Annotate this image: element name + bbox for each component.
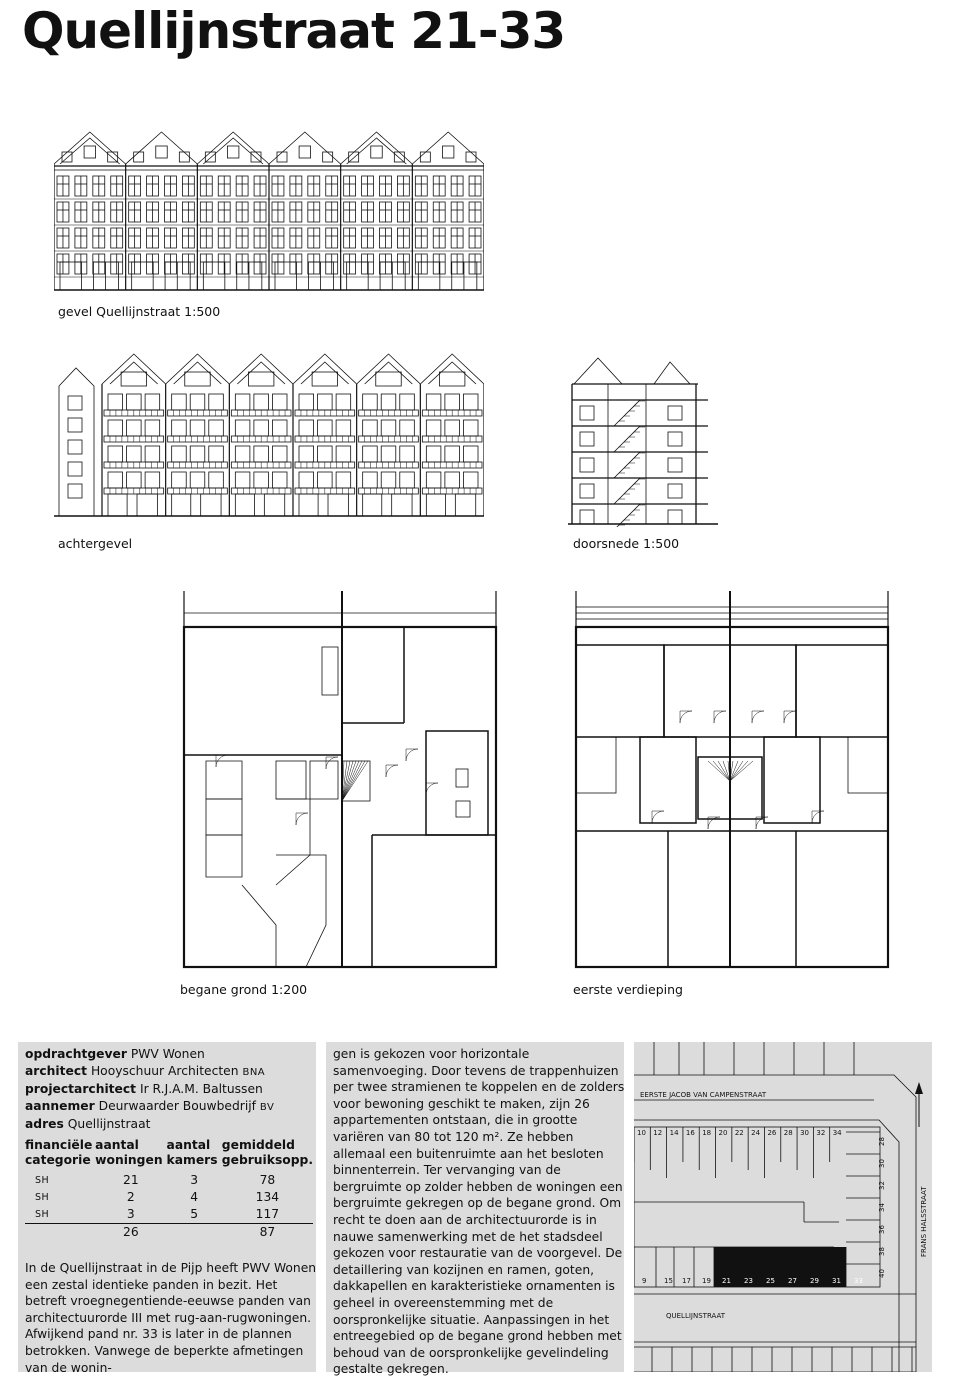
- map-house-number-right: 34: [878, 1203, 886, 1212]
- cell-woningen: 21: [123, 1173, 139, 1187]
- map-house-number-top: 26: [767, 1129, 777, 1137]
- text-panel: [326, 1042, 625, 1377]
- map-house-number-bottom: 9: [642, 1277, 647, 1285]
- map-house-number-right: 30: [878, 1159, 886, 1168]
- map-house-number-top: 30: [800, 1129, 809, 1137]
- cell-kamers: 4: [190, 1190, 199, 1204]
- map-house-number-bottom: 27: [788, 1277, 797, 1285]
- header-categorie: financiële categorie: [25, 1138, 93, 1167]
- value-architect: Hooyschuur Architecten: [90, 1063, 239, 1078]
- map-house-number-right: 32: [878, 1181, 886, 1190]
- cell-cat: SH: [35, 1192, 50, 1203]
- map-house-number-top: 32: [816, 1129, 826, 1137]
- value-adres: Quellijnstraat: [67, 1117, 151, 1132]
- table-total-row: [25, 1224, 313, 1242]
- label-opdrachtgever: opdrachtgever: [25, 1047, 127, 1061]
- map-house-number-top: 20: [718, 1129, 728, 1137]
- table-row: [25, 1206, 313, 1224]
- map-house-number-right: 40: [878, 1269, 886, 1278]
- ground-floor-plan: [176, 585, 502, 975]
- value-projectarchitect: Ir R.J.A.M. Baltussen: [139, 1082, 263, 1097]
- map-house-number-bottom: 15: [664, 1277, 673, 1285]
- cell-woningen: 3: [126, 1207, 135, 1221]
- map-house-number-top: 12: [653, 1129, 663, 1137]
- cell-cat: SH: [35, 1175, 50, 1186]
- map-house-number-bottom: 31: [832, 1277, 841, 1285]
- first-floor-plan: [568, 585, 894, 975]
- header-woningen: aantal woningen: [95, 1138, 163, 1167]
- map-house-number-top: 22: [734, 1129, 744, 1137]
- map-house-number-bottom: 33: [854, 1277, 863, 1285]
- cell-opp: 134: [255, 1190, 280, 1204]
- caption-achtergevel: achtergevel: [58, 536, 133, 551]
- rear-facade-drawing: [54, 350, 484, 520]
- label-adres: adres: [25, 1117, 64, 1132]
- architect-suffix: BNA: [242, 1066, 266, 1078]
- caption-begane-grond: begane grond 1:200: [180, 982, 308, 997]
- cell-opp: 78: [259, 1173, 276, 1187]
- body-text-col1: In de Quellijnstraat in de Pijp heeft PWV Wonen een zestal identieke panden in bezit. Het betreft vroegnegentiende-eeuwse panden van architectuurorde III met rug-aan-rugwoningen. Afwijkend pand nr. 33 is later in de plannen betrokken. Vanwege de beperkte afmetingen van de wonin-: [25, 1261, 317, 1375]
- section-drawing: [568, 352, 718, 527]
- total-opp: 87: [222, 1224, 313, 1242]
- map-street-top: EERSTE JACOB VAN CAMPENSTRAAT: [640, 1091, 767, 1099]
- caption-doorsnede: doorsnede 1:500: [573, 536, 680, 551]
- credits-panel: [18, 1042, 317, 1375]
- credits-list: [25, 1046, 274, 1133]
- map-house-number-bottom: 17: [682, 1277, 691, 1285]
- map-house-number-top: 14: [669, 1129, 679, 1137]
- map-house-number-right: 38: [878, 1247, 886, 1256]
- label-projectarchitect: projectarchitect: [25, 1082, 137, 1097]
- map-house-number-top: 16: [685, 1129, 695, 1137]
- header-opp: gemiddeld gebruiksopp.: [221, 1138, 313, 1167]
- map-house-number-bottom: 19: [702, 1277, 711, 1285]
- label-architect: architect: [25, 1063, 88, 1078]
- value-opdrachtgever: PWV Wonen: [130, 1047, 205, 1061]
- value-aannemer: Deurwaarder Bouwbedrijf: [98, 1098, 256, 1113]
- table-row: [25, 1172, 313, 1189]
- map-house-number-top: 10: [637, 1129, 646, 1137]
- map-house-number-top: 28: [783, 1129, 793, 1137]
- map-house-number-bottom: 21: [722, 1277, 731, 1285]
- map-house-number-right: 36: [878, 1225, 886, 1234]
- cell-kamers: 3: [190, 1173, 199, 1187]
- map-street-right: FRANS HALSSTRAAT: [920, 1186, 928, 1257]
- cell-opp: 117: [255, 1207, 280, 1221]
- cell-kamers: 5: [190, 1207, 199, 1221]
- caption-gevel: gevel Quellijnstraat 1:500: [58, 304, 221, 319]
- cell-woningen: 2: [126, 1190, 135, 1204]
- cell-cat: SH: [35, 1209, 50, 1220]
- housing-stats-table: [25, 1138, 313, 1241]
- caption-eerste-verdieping: eerste verdieping: [573, 982, 683, 997]
- front-facade-drawing: [54, 128, 484, 293]
- map-house-number-bottom: 29: [810, 1277, 819, 1285]
- map-house-number-bottom: 25: [766, 1277, 775, 1285]
- map-house-number-top: 24: [751, 1129, 761, 1137]
- page-title: Quellijnstraat 21-33: [22, 2, 566, 60]
- header-kamers: aantal kamers: [166, 1138, 218, 1167]
- map-house-number-top: 34: [832, 1129, 842, 1137]
- table-row: [25, 1189, 313, 1206]
- map-house-number-right: 28: [878, 1137, 886, 1146]
- aannemer-suffix: BV: [259, 1101, 275, 1113]
- situation-map: [634, 1042, 932, 1372]
- map-house-number-top: 18: [702, 1129, 712, 1137]
- map-house-number-bottom: 23: [744, 1277, 753, 1285]
- map-street-bottom: QUELLIJNSTRAAT: [666, 1312, 726, 1320]
- body-text-col2: gen is gekozen voor horizontale samenvoeging. Door tevens de trappenhuizen per twee stramienen te koppelen en de zolders voor bewoning geschikt te maken, zijn 26 appartementen ontstaan, die in grootte variëren van 80 tot 120 m². Ze hebben allemaal een buitenruimte aan het besloten binnenterrein. Ter vervanging van de bergruimte op zolder hebben de woningen een bergruimte gekregen op de begane grond. Om recht te doen aan de architectuurorde is in nauwe samenwerking met de het stadsdeel gekozen voor restauratie van de voorgevel. De detaillering van kozijnen en ramen, goten, dakkapellen en karakteristieke ornamenten is geheel in overeenstemming met de oorspronkelijke situatie. Aanpassingen in het entreegebied op de begane grond hebben met behoud van de oorspronkelijke gevelindeling gestalte gekregen.: [333, 1047, 625, 1377]
- label-aannemer: aannemer: [25, 1098, 95, 1113]
- total-woningen: 26: [95, 1224, 166, 1242]
